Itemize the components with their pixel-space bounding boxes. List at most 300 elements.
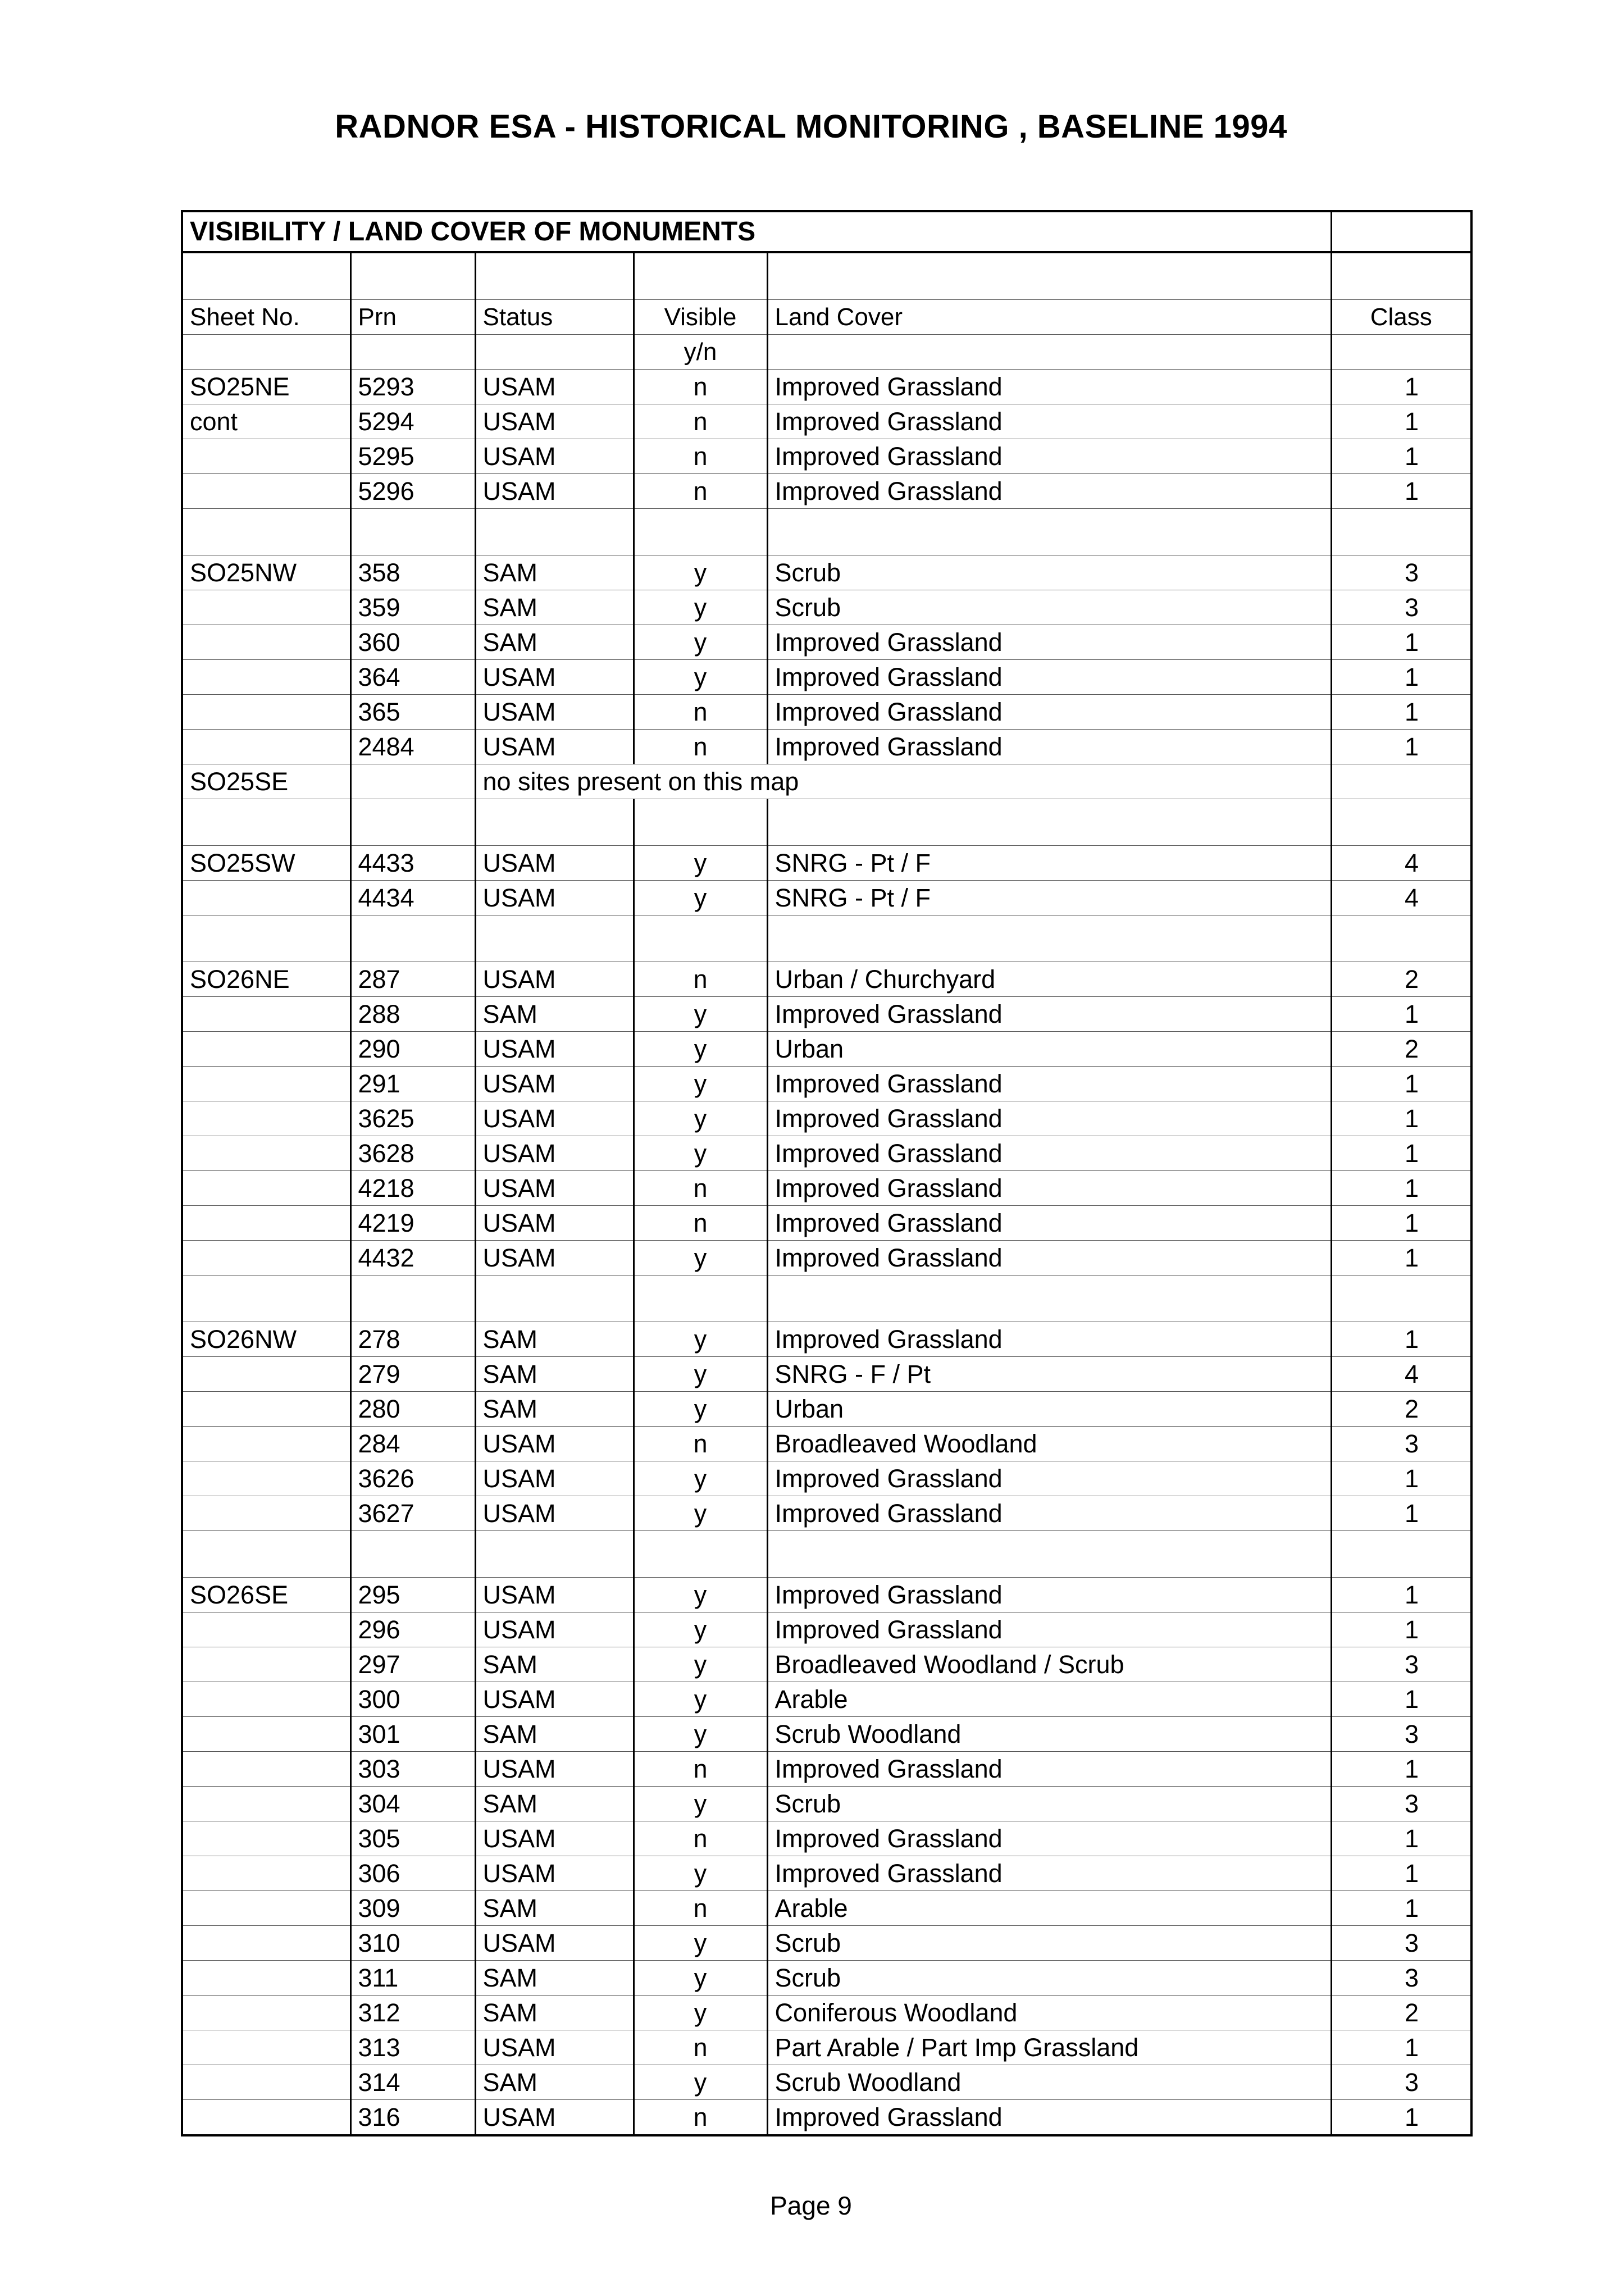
col-header-prn: Prn xyxy=(350,300,475,335)
table-row xyxy=(182,1496,1471,1531)
visible-cell: n xyxy=(634,439,767,474)
class-cell: 1 xyxy=(1331,997,1471,1032)
class-cell: 1 xyxy=(1331,660,1471,695)
land-cover-cell: Improved Grassland xyxy=(767,1067,1331,1101)
visible-cell: n xyxy=(634,1171,767,1206)
class-cell: 1 xyxy=(1331,439,1471,474)
page-number: Page 9 xyxy=(770,2191,852,2220)
status-cell: SAM xyxy=(475,1647,634,1682)
class-cell: 1 xyxy=(1331,1612,1471,1647)
land-cover-cell: Scrub xyxy=(767,1787,1331,1821)
sheet-cell: cont xyxy=(182,404,350,439)
visible-cell: n xyxy=(634,370,767,404)
table-row xyxy=(182,1752,1471,1787)
prn-cell: 290 xyxy=(350,1032,475,1067)
sheet-cell xyxy=(182,997,350,1032)
sheet-cell xyxy=(182,1392,350,1427)
sheet-cell: SO25SE xyxy=(182,764,350,799)
sheet-cell xyxy=(182,1171,350,1206)
visible-cell: y xyxy=(634,1322,767,1357)
table-row xyxy=(182,370,1471,404)
class-cell: 1 xyxy=(1331,730,1471,764)
class-cell: 2 xyxy=(1331,1032,1471,1067)
land-cover-cell: Improved Grassland xyxy=(767,1821,1331,1856)
visible-cell: y xyxy=(634,625,767,660)
visible-cell: y xyxy=(634,1856,767,1891)
status-cell: USAM xyxy=(475,1427,634,1461)
status-cell: USAM xyxy=(475,1578,634,1612)
sheet-cell xyxy=(182,695,350,730)
sheet-cell xyxy=(182,1136,350,1171)
table-row xyxy=(182,1032,1471,1067)
prn-cell: 3628 xyxy=(350,1136,475,1171)
status-cell: USAM xyxy=(475,1241,634,1275)
status-cell: USAM xyxy=(475,370,634,404)
class-cell: 3 xyxy=(1331,1427,1471,1461)
table-row xyxy=(182,1961,1471,1996)
visible-cell: n xyxy=(634,962,767,997)
visible-cell: y xyxy=(634,1392,767,1427)
land-cover-cell: Improved Grassland xyxy=(767,1856,1331,1891)
land-cover-cell: Part Arable / Part Imp Grassland xyxy=(767,2030,1331,2065)
page-title: RADNOR ESA - HISTORICAL MONITORING , BASELINE 1994 xyxy=(335,108,1287,145)
sheet-cell xyxy=(182,1647,350,1682)
status-cell: USAM xyxy=(475,1206,634,1241)
table-row xyxy=(182,1926,1471,1961)
class-cell: 1 xyxy=(1331,1322,1471,1357)
table-row xyxy=(182,625,1471,660)
sheet-cell xyxy=(182,660,350,695)
prn-cell: 312 xyxy=(350,1996,475,2030)
class-cell: 1 xyxy=(1331,1461,1471,1496)
prn-cell: 291 xyxy=(350,1067,475,1101)
sheet-cell xyxy=(182,2030,350,2065)
prn-cell: 288 xyxy=(350,997,475,1032)
sheet-cell xyxy=(182,1032,350,1067)
status-cell: SAM xyxy=(475,1996,634,2030)
prn-cell: 297 xyxy=(350,1647,475,1682)
land-cover-cell: Scrub xyxy=(767,1926,1331,1961)
table-row xyxy=(182,1647,1471,1682)
status-cell: USAM xyxy=(475,1032,634,1067)
class-cell: 2 xyxy=(1331,1996,1471,2030)
class-cell: 3 xyxy=(1331,1717,1471,1752)
monuments-table xyxy=(181,210,1473,2136)
visible-cell: y xyxy=(634,1787,767,1821)
sheet-cell xyxy=(182,1612,350,1647)
sheet-cell xyxy=(182,2065,350,2100)
sheet-cell xyxy=(182,1461,350,1496)
land-cover-cell: Improved Grassland xyxy=(767,1322,1331,1357)
no-sites-note: no sites present on this map xyxy=(475,764,1331,799)
table-row xyxy=(182,2030,1471,2065)
prn-cell: 5294 xyxy=(350,404,475,439)
status-cell: USAM xyxy=(475,1461,634,1496)
land-cover-cell: Improved Grassland xyxy=(767,1612,1331,1647)
prn-cell: 280 xyxy=(350,1392,475,1427)
land-cover-cell: Scrub Woodland xyxy=(767,2065,1331,2100)
table-row xyxy=(182,1612,1471,1647)
prn-cell: 300 xyxy=(350,1682,475,1717)
sheet-cell xyxy=(182,1856,350,1891)
header-gap-row xyxy=(182,252,1471,300)
table-row xyxy=(182,1821,1471,1856)
prn-cell: 287 xyxy=(350,962,475,997)
sheet-cell xyxy=(182,1821,350,1856)
status-cell: USAM xyxy=(475,1067,634,1101)
visible-cell: y xyxy=(634,590,767,625)
land-cover-cell: Scrub Woodland xyxy=(767,1717,1331,1752)
prn-cell: 4432 xyxy=(350,1241,475,1275)
group-spacer-row xyxy=(182,1531,1471,1578)
visible-cell: n xyxy=(634,2030,767,2065)
sheet-cell: SO25NW xyxy=(182,555,350,590)
visible-cell: n xyxy=(634,1891,767,1926)
sheet-cell xyxy=(182,730,350,764)
prn-cell: 301 xyxy=(350,1717,475,1752)
sheet-cell xyxy=(182,881,350,915)
visible-cell: n xyxy=(634,695,767,730)
table-row xyxy=(182,2100,1471,2136)
status-cell: USAM xyxy=(475,1101,634,1136)
sheet-cell xyxy=(182,1891,350,1926)
status-cell: USAM xyxy=(475,2100,634,2136)
class-cell: 1 xyxy=(1331,1578,1471,1612)
sheet-cell xyxy=(182,1241,350,1275)
table-row xyxy=(182,1427,1471,1461)
prn-cell: 306 xyxy=(350,1856,475,1891)
table-row xyxy=(182,1717,1471,1752)
sheet-cell xyxy=(182,1682,350,1717)
prn-cell: 284 xyxy=(350,1427,475,1461)
class-cell: 1 xyxy=(1331,1101,1471,1136)
visible-cell: y xyxy=(634,1647,767,1682)
visible-cell: y xyxy=(634,1032,767,1067)
prn-cell: 296 xyxy=(350,1612,475,1647)
prn-cell: 4433 xyxy=(350,846,475,881)
class-cell: 1 xyxy=(1331,2030,1471,2065)
prn-cell: 304 xyxy=(350,1787,475,1821)
table-row xyxy=(182,1241,1471,1275)
class-cell: 1 xyxy=(1331,474,1471,509)
prn-cell: 5293 xyxy=(350,370,475,404)
visible-cell: y xyxy=(634,846,767,881)
status-cell: USAM xyxy=(475,1821,634,1856)
visible-cell: y xyxy=(634,660,767,695)
land-cover-cell: Improved Grassland xyxy=(767,404,1331,439)
status-cell: USAM xyxy=(475,404,634,439)
class-cell: 1 xyxy=(1331,1752,1471,1787)
sheet-cell xyxy=(182,1427,350,1461)
status-cell: USAM xyxy=(475,2030,634,2065)
sheet-cell xyxy=(182,1926,350,1961)
class-cell: 1 xyxy=(1331,1241,1471,1275)
status-cell: USAM xyxy=(475,962,634,997)
visible-cell: n xyxy=(634,474,767,509)
group-spacer-row xyxy=(182,915,1471,962)
land-cover-cell: Improved Grassland xyxy=(767,1496,1331,1531)
land-cover-cell: Improved Grassland xyxy=(767,2100,1331,2136)
section-title-blank xyxy=(1331,211,1471,252)
col-header-sheet: Sheet No. xyxy=(182,300,350,335)
land-cover-cell: Improved Grassland xyxy=(767,474,1331,509)
status-cell: SAM xyxy=(475,1891,634,1926)
status-cell: USAM xyxy=(475,695,634,730)
visible-cell: y xyxy=(634,1926,767,1961)
status-cell: USAM xyxy=(475,881,634,915)
status-cell: USAM xyxy=(475,439,634,474)
table-row xyxy=(182,764,1471,799)
class-cell: 3 xyxy=(1331,1926,1471,1961)
status-cell: USAM xyxy=(475,1612,634,1647)
status-cell: SAM xyxy=(475,555,634,590)
group-spacer-row xyxy=(182,1275,1471,1322)
column-subheader-row xyxy=(182,335,1471,370)
land-cover-cell: Improved Grassland xyxy=(767,1206,1331,1241)
prn-cell: 279 xyxy=(350,1357,475,1392)
visible-cell: n xyxy=(634,1427,767,1461)
visible-cell: y xyxy=(634,1067,767,1101)
table-row xyxy=(182,1101,1471,1136)
land-cover-cell: Improved Grassland xyxy=(767,439,1331,474)
land-cover-cell: SNRG - Pt / F xyxy=(767,846,1331,881)
prn-cell: 364 xyxy=(350,660,475,695)
class-cell: 1 xyxy=(1331,1206,1471,1241)
land-cover-cell: SNRG - F / Pt xyxy=(767,1357,1331,1392)
land-cover-cell: Arable xyxy=(767,1891,1331,1926)
visible-cell: y xyxy=(634,1682,767,1717)
prn-cell: 314 xyxy=(350,2065,475,2100)
land-cover-cell: Urban / Churchyard xyxy=(767,962,1331,997)
status-cell: USAM xyxy=(475,1752,634,1787)
sheet-cell xyxy=(182,474,350,509)
prn-cell: 316 xyxy=(350,2100,475,2136)
prn-cell: 278 xyxy=(350,1322,475,1357)
class-cell: 1 xyxy=(1331,625,1471,660)
prn-cell: 3626 xyxy=(350,1461,475,1496)
visible-cell: y xyxy=(634,881,767,915)
status-cell: USAM xyxy=(475,1856,634,1891)
sheet-cell xyxy=(182,1961,350,1996)
prn-cell: 3625 xyxy=(350,1101,475,1136)
visible-cell: y xyxy=(634,555,767,590)
visible-cell: n xyxy=(634,404,767,439)
visible-cell: n xyxy=(634,1821,767,1856)
prn-cell: 305 xyxy=(350,1821,475,1856)
visible-cell: y xyxy=(634,1136,767,1171)
land-cover-cell: Improved Grassland xyxy=(767,997,1331,1032)
class-cell: 3 xyxy=(1331,555,1471,590)
visible-cell: y xyxy=(634,1241,767,1275)
status-cell: SAM xyxy=(475,1787,634,1821)
table-row xyxy=(182,1856,1471,1891)
class-cell: 1 xyxy=(1331,1171,1471,1206)
class-cell: 3 xyxy=(1331,2065,1471,2100)
col-header-class: Class xyxy=(1331,300,1471,335)
prn-cell: 310 xyxy=(350,1926,475,1961)
col-subheader-visible: y/n xyxy=(634,335,767,370)
visible-cell: y xyxy=(634,1612,767,1647)
sheet-cell: SO26NW xyxy=(182,1322,350,1357)
status-cell: SAM xyxy=(475,2065,634,2100)
sheet-cell xyxy=(182,1787,350,1821)
prn-cell: 5296 xyxy=(350,474,475,509)
table-row xyxy=(182,1787,1471,1821)
table-row xyxy=(182,660,1471,695)
status-cell: SAM xyxy=(475,1961,634,1996)
prn-cell: 365 xyxy=(350,695,475,730)
class-cell: 3 xyxy=(1331,590,1471,625)
class-cell: 1 xyxy=(1331,404,1471,439)
table-row xyxy=(182,474,1471,509)
class-cell: 4 xyxy=(1331,1357,1471,1392)
status-cell: USAM xyxy=(475,1926,634,1961)
class-cell: 1 xyxy=(1331,1856,1471,1891)
table-row xyxy=(182,846,1471,881)
visible-cell: y xyxy=(634,1101,767,1136)
land-cover-cell: Urban xyxy=(767,1392,1331,1427)
class-cell: 1 xyxy=(1331,1682,1471,1717)
table-row xyxy=(182,1171,1471,1206)
prn-cell: 358 xyxy=(350,555,475,590)
land-cover-cell: Scrub xyxy=(767,1961,1331,1996)
col-header-visible: Visible xyxy=(634,300,767,335)
sheet-cell xyxy=(182,1206,350,1241)
status-cell: USAM xyxy=(475,1496,634,1531)
land-cover-cell: Improved Grassland xyxy=(767,625,1331,660)
sheet-cell xyxy=(182,1717,350,1752)
class-cell: 4 xyxy=(1331,846,1471,881)
class-cell: 4 xyxy=(1331,881,1471,915)
land-cover-cell: Scrub xyxy=(767,555,1331,590)
class-cell: 1 xyxy=(1331,1496,1471,1531)
table-row xyxy=(182,1067,1471,1101)
class-cell: 1 xyxy=(1331,2100,1471,2136)
table-row xyxy=(182,881,1471,915)
prn-cell: 3627 xyxy=(350,1496,475,1531)
prn-cell: 303 xyxy=(350,1752,475,1787)
prn-cell: 309 xyxy=(350,1891,475,1926)
section-title: VISIBILITY / LAND COVER OF MONUMENTS xyxy=(182,211,1331,252)
land-cover-cell: Improved Grassland xyxy=(767,1461,1331,1496)
table-row xyxy=(182,997,1471,1032)
status-cell: USAM xyxy=(475,846,634,881)
sheet-cell xyxy=(182,1996,350,2030)
sheet-cell xyxy=(182,1752,350,1787)
table-row xyxy=(182,1682,1471,1717)
prn-cell: 360 xyxy=(350,625,475,660)
status-cell: USAM xyxy=(475,1171,634,1206)
prn-cell: 295 xyxy=(350,1578,475,1612)
col-header-status: Status xyxy=(475,300,634,335)
visible-cell: y xyxy=(634,1578,767,1612)
prn-cell: 359 xyxy=(350,590,475,625)
land-cover-cell: Scrub xyxy=(767,590,1331,625)
visible-cell: y xyxy=(634,1996,767,2030)
land-cover-cell: Broadleaved Woodland / Scrub xyxy=(767,1647,1331,1682)
land-cover-cell: Improved Grassland xyxy=(767,1752,1331,1787)
class-cell: 1 xyxy=(1331,695,1471,730)
sheet-cell xyxy=(182,590,350,625)
land-cover-cell: Improved Grassland xyxy=(767,1136,1331,1171)
column-header-row xyxy=(182,300,1471,335)
visible-cell: y xyxy=(634,1717,767,1752)
land-cover-cell: Improved Grassland xyxy=(767,1241,1331,1275)
visible-cell: n xyxy=(634,2100,767,2136)
table-row xyxy=(182,439,1471,474)
sheet-cell: SO25SW xyxy=(182,846,350,881)
land-cover-cell: Improved Grassland xyxy=(767,660,1331,695)
visible-cell: y xyxy=(634,2065,767,2100)
class-cell: 3 xyxy=(1331,1787,1471,1821)
class-cell: 1 xyxy=(1331,1067,1471,1101)
table-row xyxy=(182,1392,1471,1427)
class-cell: 1 xyxy=(1331,1891,1471,1926)
sheet-cell xyxy=(182,1067,350,1101)
table-row xyxy=(182,404,1471,439)
table-row xyxy=(182,1357,1471,1392)
table-row xyxy=(182,695,1471,730)
class-cell: 1 xyxy=(1331,1821,1471,1856)
sheet-cell: SO26SE xyxy=(182,1578,350,1612)
group-spacer-row xyxy=(182,799,1471,846)
table-row xyxy=(182,730,1471,764)
prn-cell: 4434 xyxy=(350,881,475,915)
section-header-row xyxy=(182,211,1471,252)
sheet-cell xyxy=(182,2100,350,2136)
land-cover-cell: Improved Grassland xyxy=(767,730,1331,764)
land-cover-cell: Coniferous Woodland xyxy=(767,1996,1331,2030)
status-cell: SAM xyxy=(475,1392,634,1427)
prn-cell: 4219 xyxy=(350,1206,475,1241)
class-cell: 2 xyxy=(1331,1392,1471,1427)
table-row xyxy=(182,1322,1471,1357)
status-cell: USAM xyxy=(475,474,634,509)
visible-cell: y xyxy=(634,1961,767,1996)
prn-cell: 311 xyxy=(350,1961,475,1996)
table-row xyxy=(182,962,1471,997)
visible-cell: y xyxy=(634,1496,767,1531)
class-cell: 2 xyxy=(1331,962,1471,997)
land-cover-cell: Broadleaved Woodland xyxy=(767,1427,1331,1461)
prn-cell: 4218 xyxy=(350,1171,475,1206)
prn-cell: 5295 xyxy=(350,439,475,474)
table-row xyxy=(182,2065,1471,2100)
status-cell: USAM xyxy=(475,1136,634,1171)
group-spacer-row xyxy=(182,509,1471,555)
visible-cell: n xyxy=(634,1206,767,1241)
class-cell: 1 xyxy=(1331,370,1471,404)
class-cell: 3 xyxy=(1331,1647,1471,1682)
sheet-cell: SO25NE xyxy=(182,370,350,404)
prn-cell: 313 xyxy=(350,2030,475,2065)
visible-cell: y xyxy=(634,1461,767,1496)
visible-cell: n xyxy=(634,1752,767,1787)
status-cell: SAM xyxy=(475,997,634,1032)
sheet-cell: SO26NE xyxy=(182,962,350,997)
land-cover-cell: Arable xyxy=(767,1682,1331,1717)
status-cell: SAM xyxy=(475,1357,634,1392)
status-cell: USAM xyxy=(475,1682,634,1717)
land-cover-cell: Improved Grassland xyxy=(767,1578,1331,1612)
table-row xyxy=(182,1578,1471,1612)
table-row xyxy=(182,1206,1471,1241)
status-cell: USAM xyxy=(475,660,634,695)
visible-cell: y xyxy=(634,1357,767,1392)
sheet-cell xyxy=(182,1496,350,1531)
table-row xyxy=(182,1996,1471,2030)
sheet-cell xyxy=(182,439,350,474)
